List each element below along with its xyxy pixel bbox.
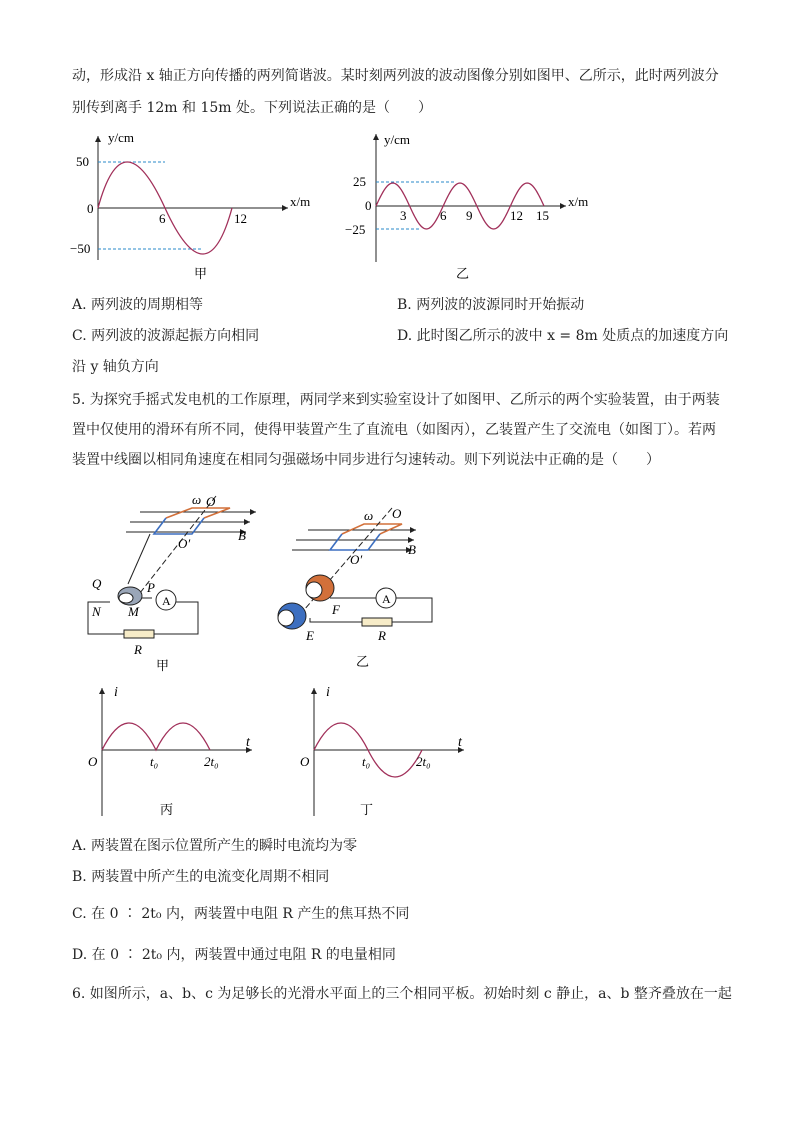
r-label: R <box>134 642 142 657</box>
o-label: O <box>392 506 402 521</box>
x-tick-12: 12 <box>510 208 523 223</box>
x-label: x/m <box>568 194 589 209</box>
current-curve <box>102 723 210 750</box>
t2-label: 2t₀ <box>204 754 219 769</box>
o-prime-label: O′ <box>350 552 363 567</box>
q5-option-c[interactable]: C. 在 0 ∶ 2t₀ 内，两装置中电阻 R 产生的焦耳热不同 <box>72 906 410 922</box>
resistor <box>362 618 392 626</box>
x-label: t <box>246 735 250 750</box>
y-label: i <box>326 685 330 700</box>
origin-label: 0 <box>365 198 372 213</box>
omega-label: ω <box>364 508 374 523</box>
q4-option-d-continued: 沿 y 轴负方向 <box>72 359 159 375</box>
b-label: B <box>408 542 416 557</box>
caption: 乙 <box>456 266 470 281</box>
resistor <box>124 630 154 638</box>
apparatus-yi <box>268 498 448 678</box>
ammeter-label: A <box>382 592 391 606</box>
n-label: N <box>92 604 101 619</box>
q5-option-a[interactable]: A. 两装置在图示位置所产生的瞬时电流均为零 <box>72 838 358 854</box>
f-label: F <box>332 602 340 617</box>
coil <box>342 524 402 534</box>
caption: 丙 <box>160 802 174 817</box>
y-label: y/cm <box>108 130 134 145</box>
t2-label: 2t₀ <box>416 754 431 769</box>
p-label: P <box>147 580 155 595</box>
x-tick-6: 6 <box>159 211 166 226</box>
q5-stem-line2: 置中仅使用的滑环有所不同，使得甲装置产生了直流电（如图丙），乙装置产生了交流电（如图丁）。若两 <box>72 422 716 438</box>
origin-label: 0 <box>87 201 94 216</box>
q5-stem-line3: 装置中线圈以相同角速度在相同匀强磁场中同步进行匀速转动。则下列说法中正确的是（ ） <box>72 452 660 468</box>
q4-option-a[interactable]: A. 两列波的周期相等 <box>72 297 204 313</box>
x-label: t <box>458 735 462 750</box>
x-tick-12: 12 <box>234 211 247 226</box>
y-tick-top: 25 <box>353 174 366 189</box>
x-tick-3: 3 <box>400 208 407 223</box>
q-label: Q <box>92 576 102 591</box>
x-tick-9: 9 <box>466 208 473 223</box>
caption: 乙 <box>356 654 370 669</box>
q5-option-d[interactable]: D. 在 0 ∶ 2t₀ 内，两装置中通过电阻 R 的电量相同 <box>72 947 396 963</box>
q6-stem-line1: 6. 如图所示，a、b、c 为足够长的光滑水平面上的三个相同平板。初始时刻 c 静止，a、b 整齐叠放在一起 <box>72 986 732 1002</box>
y-tick-bottom: −25 <box>345 222 366 237</box>
r-label: R <box>378 628 386 643</box>
q5-option-b[interactable]: B. 两装置中所产生的电流变化周期不相同 <box>72 869 330 885</box>
y-tick-top: 50 <box>76 154 89 169</box>
omega-label: ω <box>192 492 202 507</box>
wave-graph-yi <box>340 128 610 288</box>
q4-stem-line1: 动，形成沿 x 轴正方向传播的两列简谐波。某时刻两列波的波动图像分别如图甲、乙所示，此时两列波分 <box>72 68 719 84</box>
t0-label: t₀ <box>362 754 371 769</box>
o-label: O <box>206 494 216 509</box>
o-prime-label: O′ <box>178 536 191 551</box>
caption: 丁 <box>360 802 374 817</box>
coil <box>166 508 230 518</box>
y-label: i <box>114 685 118 700</box>
m-label: M <box>128 604 139 619</box>
current-graph-bing <box>84 682 264 822</box>
y-label: y/cm <box>384 132 410 147</box>
y-tick-bottom: −50 <box>70 241 91 256</box>
caption: 甲 <box>156 658 170 673</box>
apparatus-jia <box>80 488 280 678</box>
ammeter-label: A <box>162 594 171 608</box>
current-graph-ding <box>296 682 476 822</box>
q4-stem-line2: 别传到离手 12m 和 15m 处。下列说法正确的是（ ） <box>72 100 432 116</box>
e-label: E <box>306 628 314 643</box>
wave-graph-jia <box>70 128 330 288</box>
q4-option-d[interactable]: D. 此时图乙所示的波中 x = 8m 处质点的加速度方向 <box>397 328 729 344</box>
b-label: B <box>238 528 246 543</box>
q4-option-c[interactable]: C. 两列波的波源起振方向相同 <box>72 328 260 344</box>
q5-stem-line1: 5. 为探究手摇式发电机的工作原理，两同学来到实验室设计了如图甲、乙所示的两个实验装置，由于两装 <box>72 392 720 408</box>
x-label: x/m <box>290 194 311 209</box>
caption: 甲 <box>194 266 208 281</box>
q4-option-b[interactable]: B. 两列波的波源同时开始振动 <box>397 297 585 313</box>
x-tick-15: 15 <box>536 208 549 223</box>
t0-label: t₀ <box>150 754 159 769</box>
x-tick-6: 6 <box>440 208 447 223</box>
origin-label: O <box>300 754 310 769</box>
origin-label: O <box>88 754 98 769</box>
